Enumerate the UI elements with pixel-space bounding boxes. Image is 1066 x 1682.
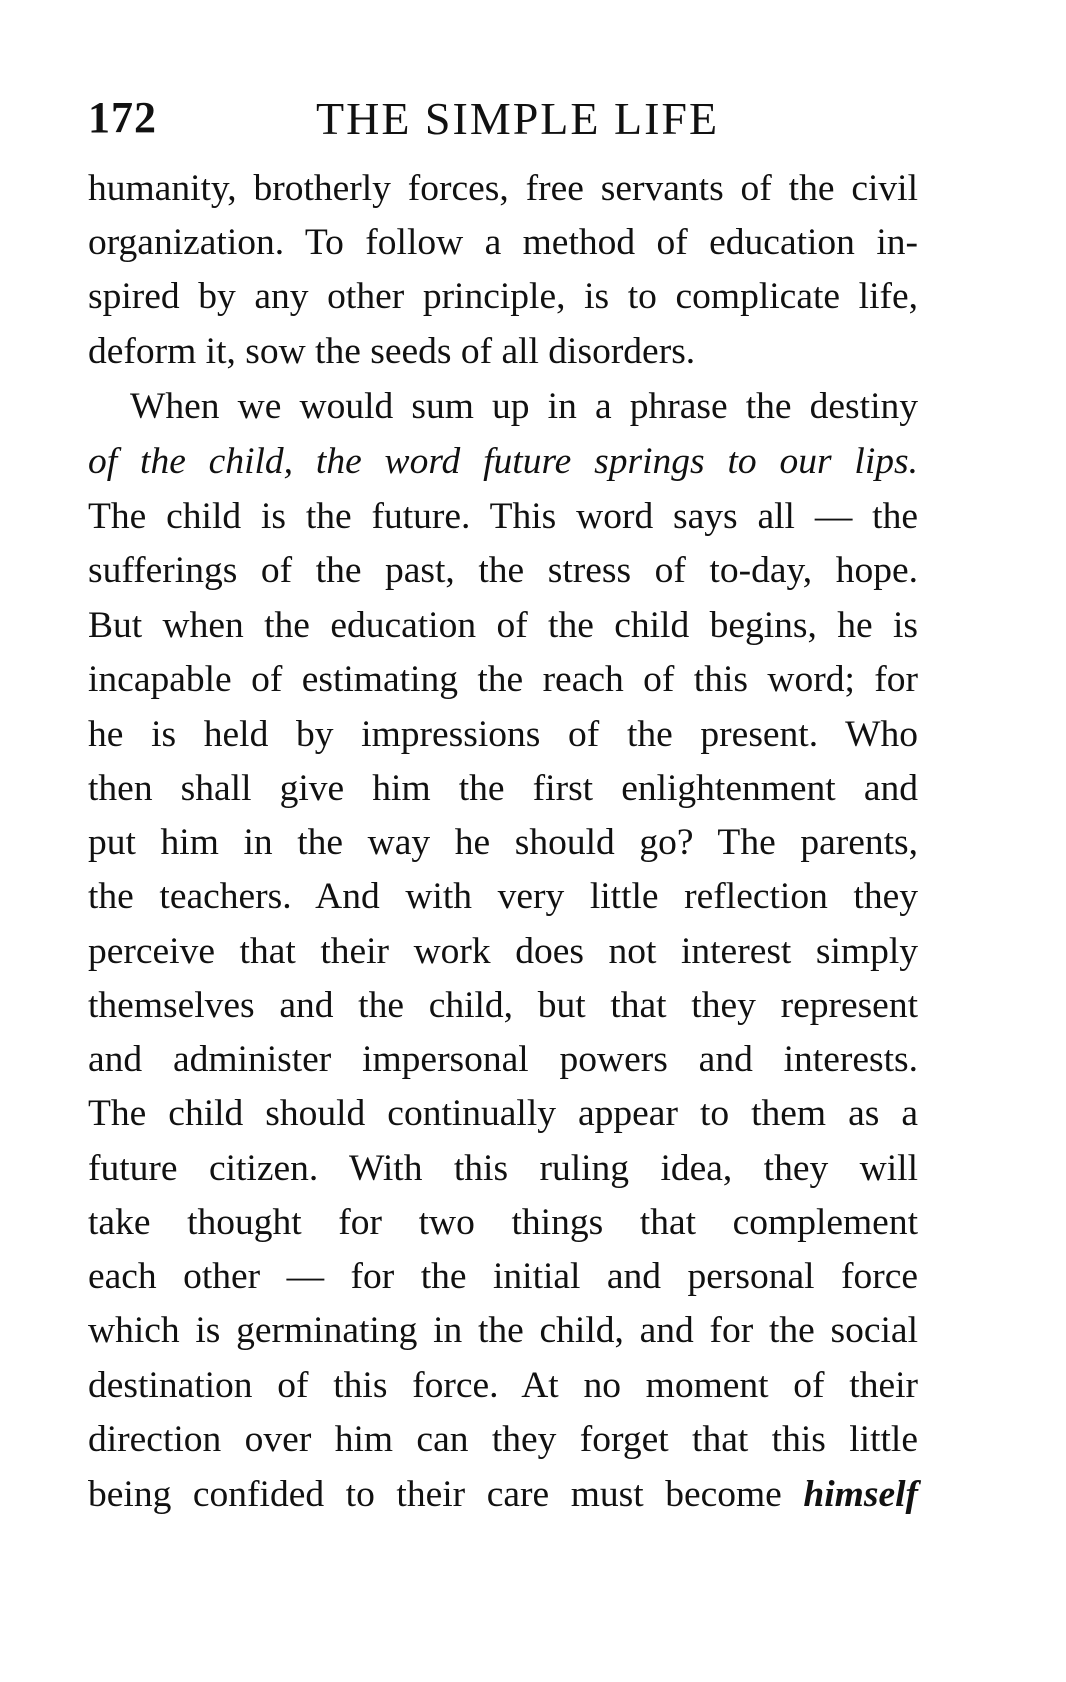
text-line: organization. To follow a method of education in-	[88, 222, 918, 263]
text-line: destination of this force. At no moment of their	[88, 1365, 918, 1406]
text-line: future citizen. With this ruling idea, they will	[88, 1148, 918, 1189]
paragraph-start-line: When we would sum up in a phrase the destiny	[130, 386, 918, 427]
text-line: humanity, brotherly forces, free servants of the civil	[88, 168, 918, 209]
text-line: incapable of estimating the reach of this word; for	[88, 659, 918, 700]
emphasized-word: himself	[803, 1474, 918, 1515]
paragraph-end-line: deform it, sow the seeds of all disorders.	[88, 331, 696, 372]
text-line: then shall give him the first enlightenment and	[88, 768, 918, 809]
text-line: sufferings of the past, the stress of to-day, hope.	[88, 550, 918, 591]
final-text-line	[88, 1470, 918, 1520]
text-line: the teachers. And with very little reflection they	[88, 876, 918, 917]
page-number: 172	[88, 93, 157, 142]
final-line-text: being confided to their care must become	[88, 1474, 782, 1515]
text-line: But when the education of the child begins, he is	[88, 605, 918, 646]
running-title: THE SIMPLE LIFE	[316, 93, 720, 144]
text-line: The child should continually appear to them as a	[88, 1093, 918, 1134]
text-line: themselves and the child, but that they represent	[88, 985, 918, 1026]
text-line: take thought for two things that complement	[88, 1202, 918, 1243]
text-line: and administer impersonal powers and interests.	[88, 1039, 918, 1080]
text-line: perceive that their work does not interest simply	[88, 931, 918, 972]
text-line: The child is the future. This word says all — the	[88, 496, 918, 537]
text-line: put him in the way he should go? The parents,	[88, 822, 918, 863]
text-line: direction over him can they forget that this little	[88, 1419, 918, 1460]
text-line: which is germinating in the child, and for the social	[88, 1310, 918, 1351]
text-line: each other — for the initial and personal force	[88, 1256, 918, 1297]
text-line: he is held by impressions of the present. Who	[88, 714, 918, 755]
text-line: spired by any other principle, is to complicate life,	[88, 276, 918, 317]
page-header	[88, 92, 918, 152]
text-line: of the child, the word future springs to our lips.	[88, 441, 918, 482]
